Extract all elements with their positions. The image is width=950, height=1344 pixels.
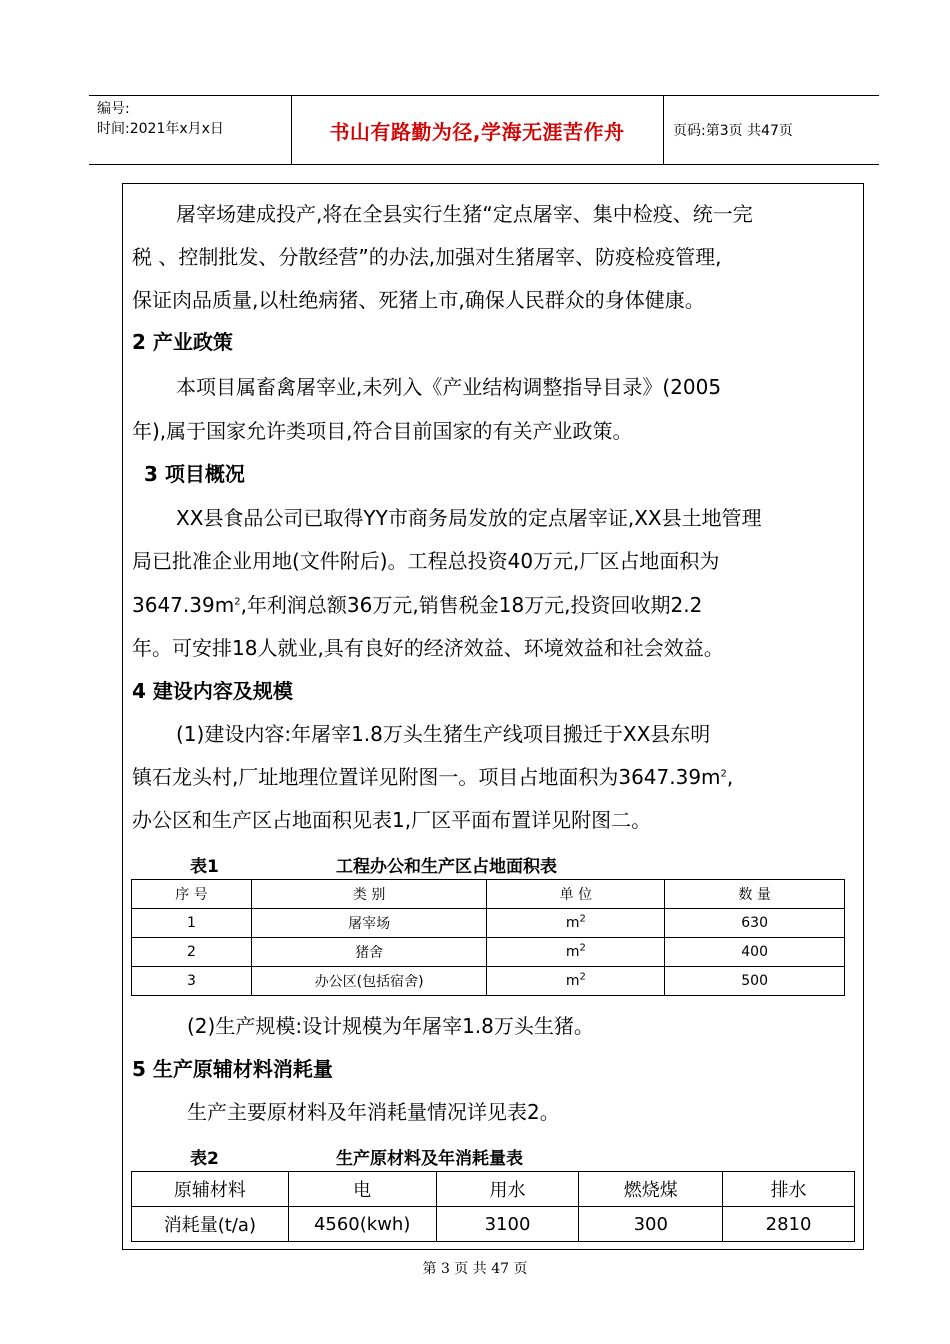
table2	[131, 1171, 855, 1242]
table-cell: 500	[665, 967, 845, 996]
unit: m	[565, 944, 580, 960]
superscript: 2	[579, 971, 586, 983]
table-header-row	[132, 880, 845, 909]
table-row	[132, 938, 845, 967]
table-row	[132, 967, 845, 996]
column-header: 燃烧煤	[579, 1172, 723, 1207]
paragraph-line: 年),属于国家允许类项目,符合目前国家的有关产业政策。	[132, 419, 633, 443]
superscript: 2	[720, 768, 727, 780]
area-value: 3647.39m	[132, 593, 235, 617]
column-header: 类 别	[251, 880, 487, 909]
table-header-row	[132, 1172, 855, 1207]
table-cell: 3	[132, 967, 252, 996]
superscript: 2	[234, 596, 241, 608]
table-cell: 2	[132, 938, 252, 967]
table2-title: 生产原材料及年消耗量表	[336, 1149, 523, 1169]
header-time: 时间:2021年x月x日	[97, 121, 224, 137]
superscript: 2	[579, 942, 586, 954]
paragraph-line: 办公区和生产区占地面积见表1,厂区平面布置详见附图二。	[132, 808, 652, 832]
section-heading: 3 项目概况	[144, 462, 245, 486]
table-cell: 消耗量(t/a)	[132, 1207, 289, 1242]
table-cell: 猪舍	[251, 938, 487, 967]
header-meta	[97, 99, 224, 139]
header-divider	[663, 96, 664, 164]
table1-label: 表1	[190, 857, 219, 877]
paragraph-text: 镇石龙头村,厂址地理位置详见附图一。项目占地面积为3647.39m	[132, 765, 721, 789]
column-header: 数 量	[665, 880, 845, 909]
paragraph-text: ,年利润总额36万元,销售税金18万元,投资回收期2.2	[240, 593, 703, 617]
unit: m	[565, 973, 580, 989]
paragraph-line: XX县食品公司已取得YY市商务局发放的定点屠宰证,XX县土地管理	[176, 506, 762, 530]
table-cell	[487, 938, 665, 967]
paragraph-line: 生产主要原材料及年消耗量情况详见表2。	[187, 1100, 560, 1124]
column-header: 排水	[723, 1172, 855, 1207]
section-heading: 2 产业政策	[132, 330, 233, 354]
table-cell: 屠宰场	[251, 909, 487, 938]
paragraph-text: ,	[726, 765, 734, 789]
table-cell: 1	[132, 909, 252, 938]
column-header: 序 号	[132, 880, 252, 909]
paragraph-line: 本项目属畜禽屠宰业,未列入《产业结构调整指导目录》(2005	[176, 375, 722, 399]
page-footer: 第 3 页 共 47 页	[422, 1261, 528, 1277]
column-header: 单 位	[487, 880, 665, 909]
header-number: 编号:	[97, 101, 130, 117]
table-cell	[487, 909, 665, 938]
column-header: 原辅材料	[132, 1172, 289, 1207]
table-cell: 4560(kwh)	[288, 1207, 436, 1242]
paragraph-line: 屠宰场建成投产,将在全县实行生猪“定点屠宰、集中检疫、统一完	[176, 202, 753, 226]
section-heading: 4 建设内容及规模	[132, 679, 293, 703]
unit: m	[565, 915, 580, 931]
table-cell: 2810	[723, 1207, 855, 1242]
superscript: 2	[579, 913, 586, 925]
paragraph-line: (1)建设内容:年屠宰1.8万头生猪生产线项目搬迁于XX县东明	[176, 722, 711, 746]
paragraph-line: 局已批准企业用地(文件附后)。工程总投资40万元,厂区占地面积为	[132, 549, 720, 573]
table-cell: 3100	[436, 1207, 579, 1242]
paragraph-line: 年。可安排18人就业,具有良好的经济效益、环境效益和社会效益。	[132, 636, 724, 660]
table-cell: 400	[665, 938, 845, 967]
content-box	[122, 183, 864, 1250]
paragraph-line	[132, 765, 733, 789]
paragraph-line	[132, 593, 702, 617]
paragraph-line: 税 、控制批发、分散经营”的办法,加强对生猪屠宰、防疫检疫管理,	[132, 245, 722, 269]
header-motto: 书山有路勤为径,学海无涯苦作舟	[329, 119, 625, 144]
table-cell: 630	[665, 909, 845, 938]
page-header	[89, 95, 879, 165]
table1-title: 工程办公和生产区占地面积表	[336, 857, 557, 877]
table2-label: 表2	[190, 1149, 219, 1169]
section-heading: 5 生产原辅材料消耗量	[132, 1057, 333, 1081]
paragraph-line: (2)生产规模:设计规模为年屠宰1.8万头生猪。	[187, 1014, 594, 1038]
table-row	[132, 1207, 855, 1242]
table-row	[132, 909, 845, 938]
table-cell	[487, 967, 665, 996]
paragraph-line: 保证肉品质量,以杜绝病猪、死猪上市,确保人民群众的身体健康。	[132, 288, 705, 312]
column-header: 电	[288, 1172, 436, 1207]
column-header: 用水	[436, 1172, 579, 1207]
table-cell: 300	[579, 1207, 723, 1242]
header-page-number: 页码:第3页 共47页	[673, 123, 793, 139]
table1	[131, 879, 845, 996]
table-cell: 办公区(包括宿舍)	[251, 967, 487, 996]
